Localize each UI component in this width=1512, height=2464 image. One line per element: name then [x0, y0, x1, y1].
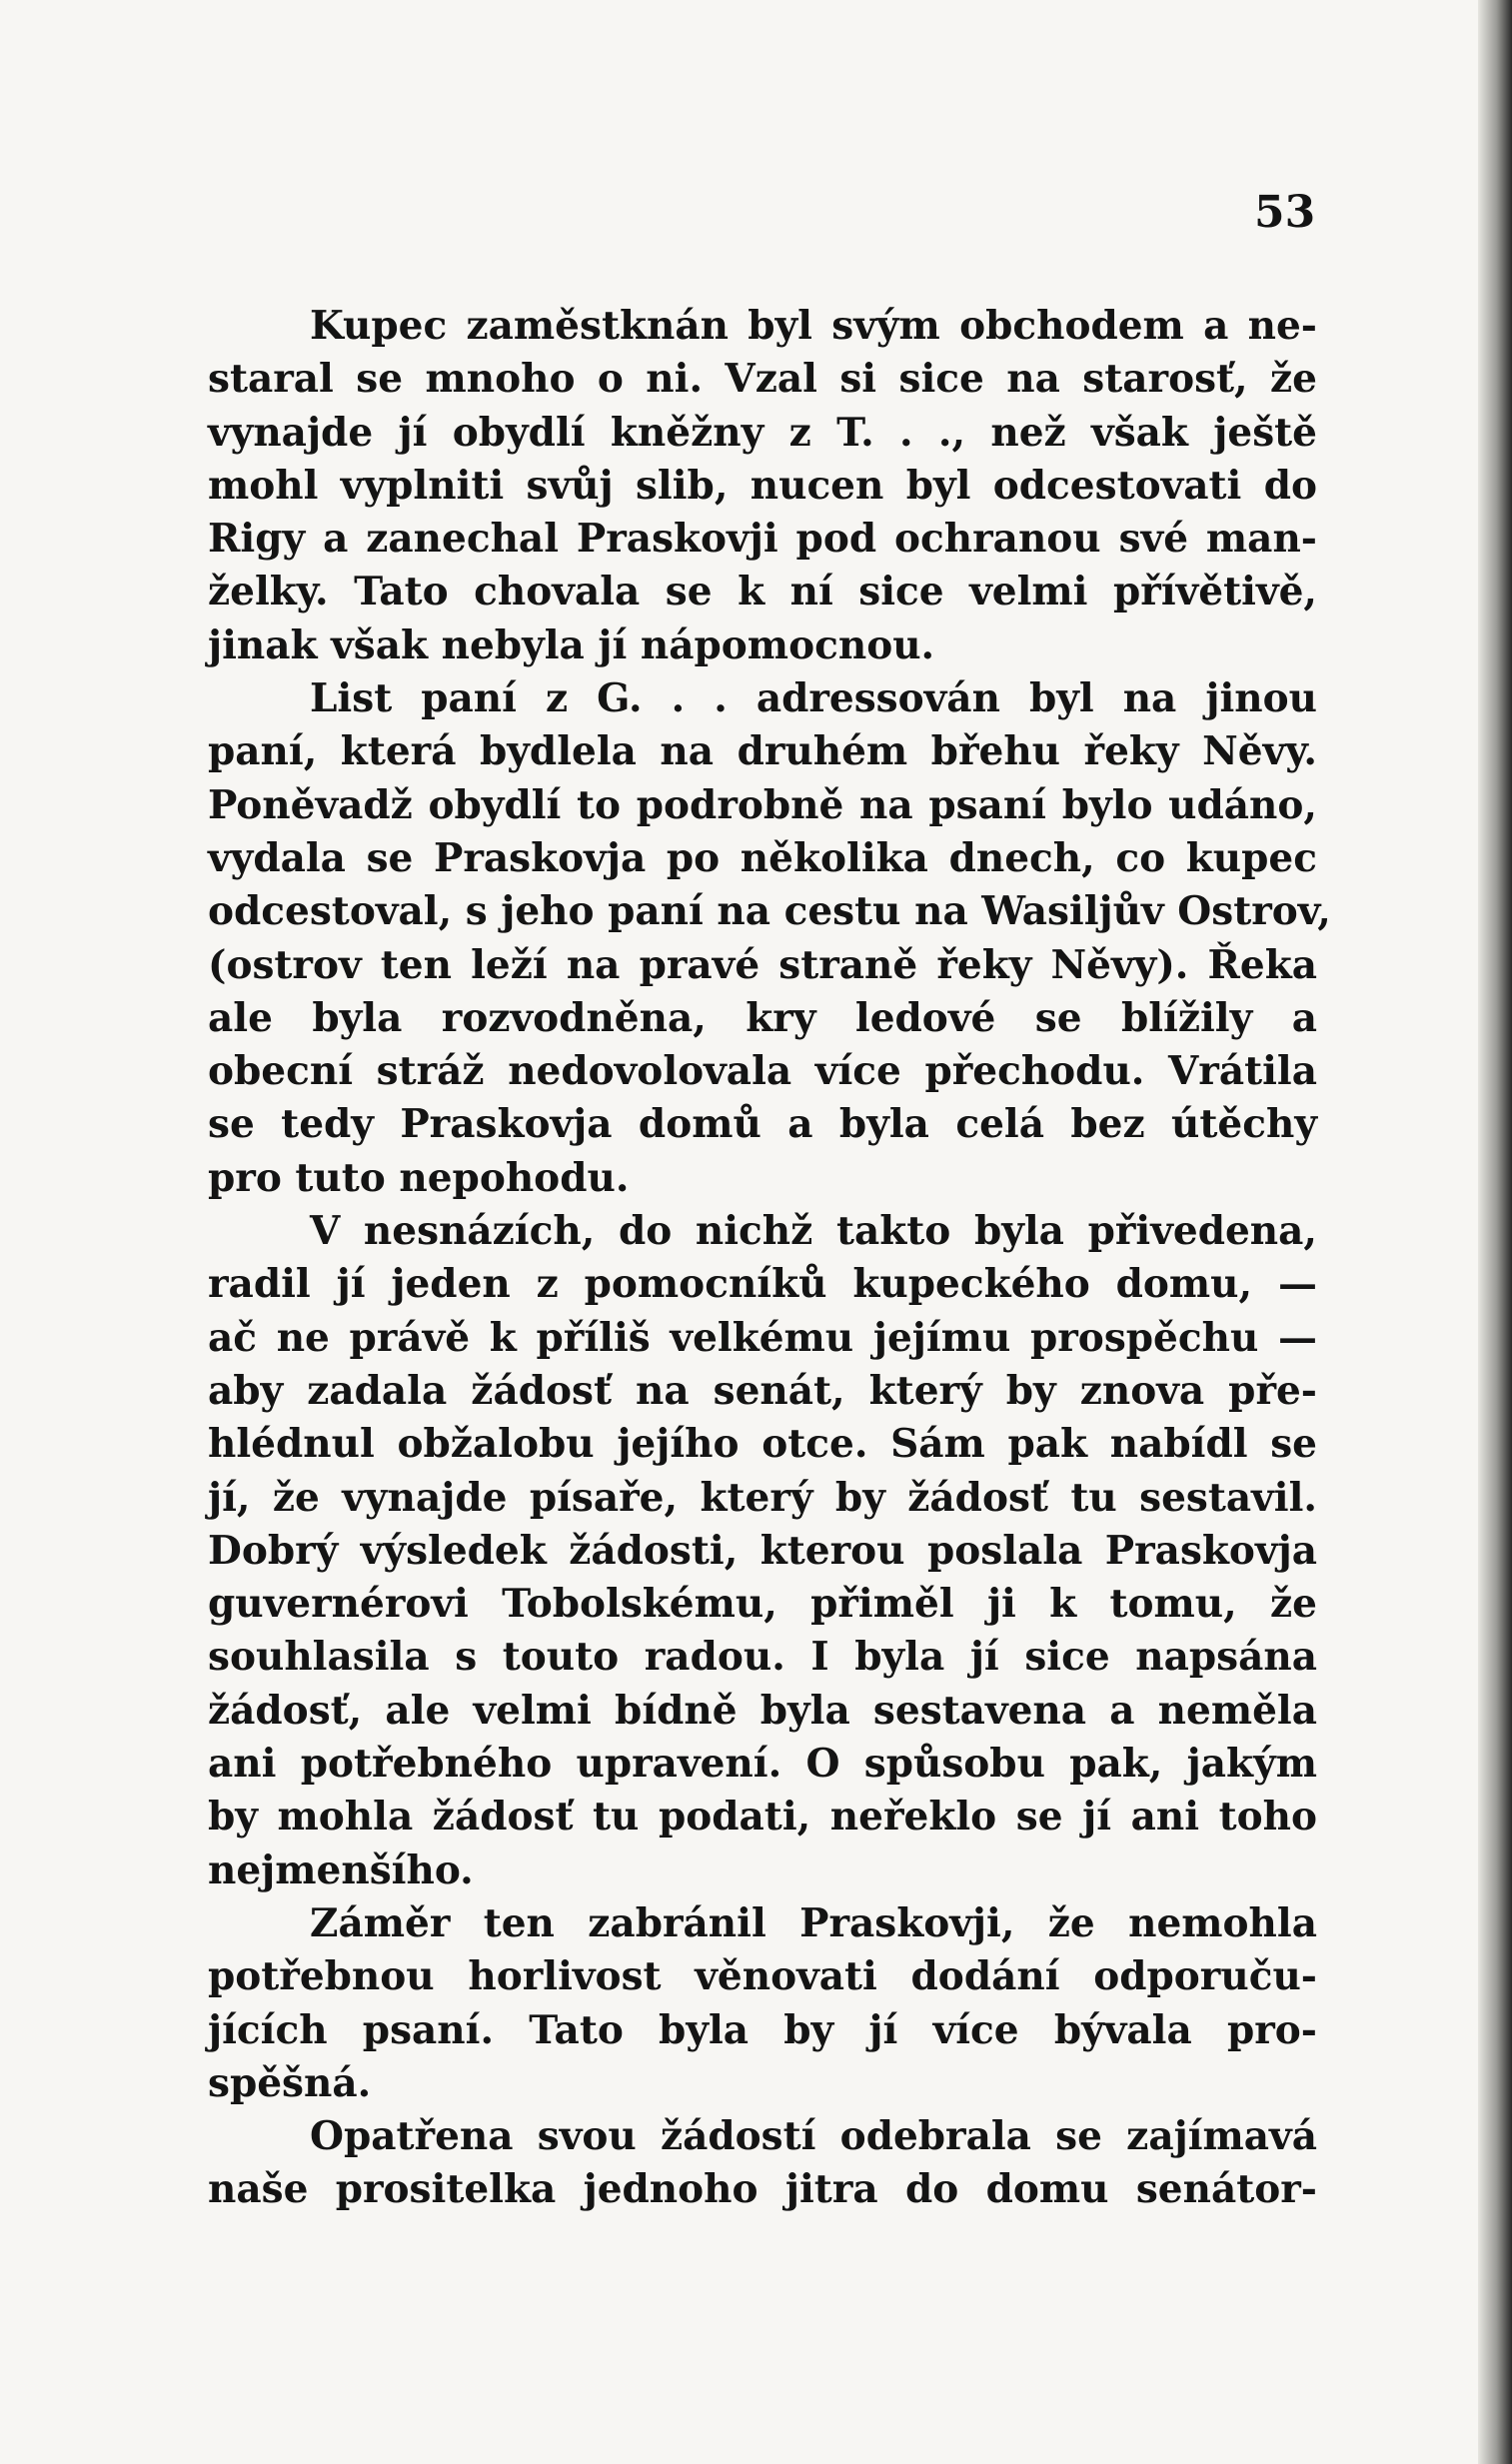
text-line: hlédnul obžalobu jejího otce. Sám pak nabídl se [208, 1421, 1317, 1468]
text-line: paní, která bydlela na druhém břehu řeky Něvy. [208, 728, 1317, 775]
text-line: nejmenšího. [208, 1847, 474, 1893]
text-line: ač ne právě k příliš velkému jejímu prospěchu — [208, 1314, 1317, 1361]
text-line: Dobrý výsledek žádosti, kterou poslala Praskovja [208, 1527, 1317, 1574]
text-line: jících psaní. Tato byla by jí více bývala pro- [208, 2006, 1317, 2053]
body-text [208, 300, 1331, 2217]
text-line: guvernérovi Tobolskému, přiměl ji k tomu, že [208, 1581, 1317, 1628]
text-line: aby zadala žádosť na senát, který by znova pře- [208, 1367, 1317, 1414]
text-line: staral se mnoho o ni. Vzal si sice na starosť, že [208, 356, 1317, 403]
text-line: želky. Tato chovala se k ní sice velmi přívětivě, [208, 569, 1317, 616]
text-line: jinak však nebyla jí nápomocnou. [208, 621, 935, 668]
text-line: V nesnázích, do nichž takto byla přivedena, [310, 1208, 1317, 1255]
text-line: vynajde jí obydlí kněžny z T. . ., než však ještě [208, 409, 1317, 456]
text-line: vydala se Praskovja po několika dnech, co kupec [208, 834, 1317, 881]
paragraph-5 [208, 2110, 1317, 2217]
paragraph-1 [208, 300, 1317, 672]
text-line: žádosť, ale velmi bídně byla sestavena a neměla [208, 1687, 1317, 1734]
text-line: mohl vyplniti svůj slib, nucen byl odcestovati do [208, 462, 1317, 509]
text-line: List paní z G. . . adressován byl na jinou [310, 675, 1317, 722]
text-line: se tedy Praskovja domů a byla celá bez útěchy [208, 1101, 1317, 1148]
text-line: Poněvadž obydlí to podrobně na psaní bylo udáno, [208, 781, 1317, 828]
text-line: ale byla rozvodněna, kry ledové se blížily a [208, 994, 1317, 1041]
text-line: souhlasila s touto radou. I byla jí sice napsána [208, 1634, 1317, 1681]
paragraph-4 [208, 1897, 1317, 2110]
text-line: potřebnou horlivost věnovati dodání odporuču- [208, 1953, 1317, 2000]
text-line: jí, že vynajde písaře, který by žádosť tu sestavil. [208, 1474, 1317, 1521]
text-line: obecní stráž nedovolovala více přechodu. Vrátila [208, 1048, 1317, 1095]
text-line: ani potřebného upravení. O spůsobu pak, jakým [208, 1741, 1317, 1788]
paragraph-2 [208, 672, 1331, 1205]
paragraph-3 [208, 1205, 1317, 1897]
page-number: 53 [1254, 187, 1316, 238]
text-line: naše prositelka jednoho jitra do domu senátor- [208, 2166, 1317, 2213]
text-line: by mohla žádosť tu podati, neřeklo se jí ani toho [208, 1794, 1317, 1841]
page-edge-shadow [1478, 0, 1512, 2464]
text-line: Opatřena svou žádostí odebrala se zajímavá [310, 2113, 1317, 2160]
text-line: pro tuto nepohodu. [208, 1154, 630, 1201]
text-line: Záměr ten zabránil Praskovji, že nemohla [310, 1899, 1317, 1946]
text-line: radil jí jeden z pomocníků kupeckého domu, — [208, 1261, 1317, 1308]
text-line: odcestoval, s jeho paní na cestu na Wasiljův Ostrov, [208, 888, 1331, 935]
text-line: (ostrov ten leží na pravé straně řeky Něvy). Řeka [208, 941, 1317, 988]
text-line: Rigy a zanechal Praskovji pod ochranou své man- [208, 516, 1317, 563]
text-line: Kupec zaměstknán byl svým obchodem a ne- [310, 303, 1317, 349]
text-line: spěšná. [208, 2059, 372, 2106]
